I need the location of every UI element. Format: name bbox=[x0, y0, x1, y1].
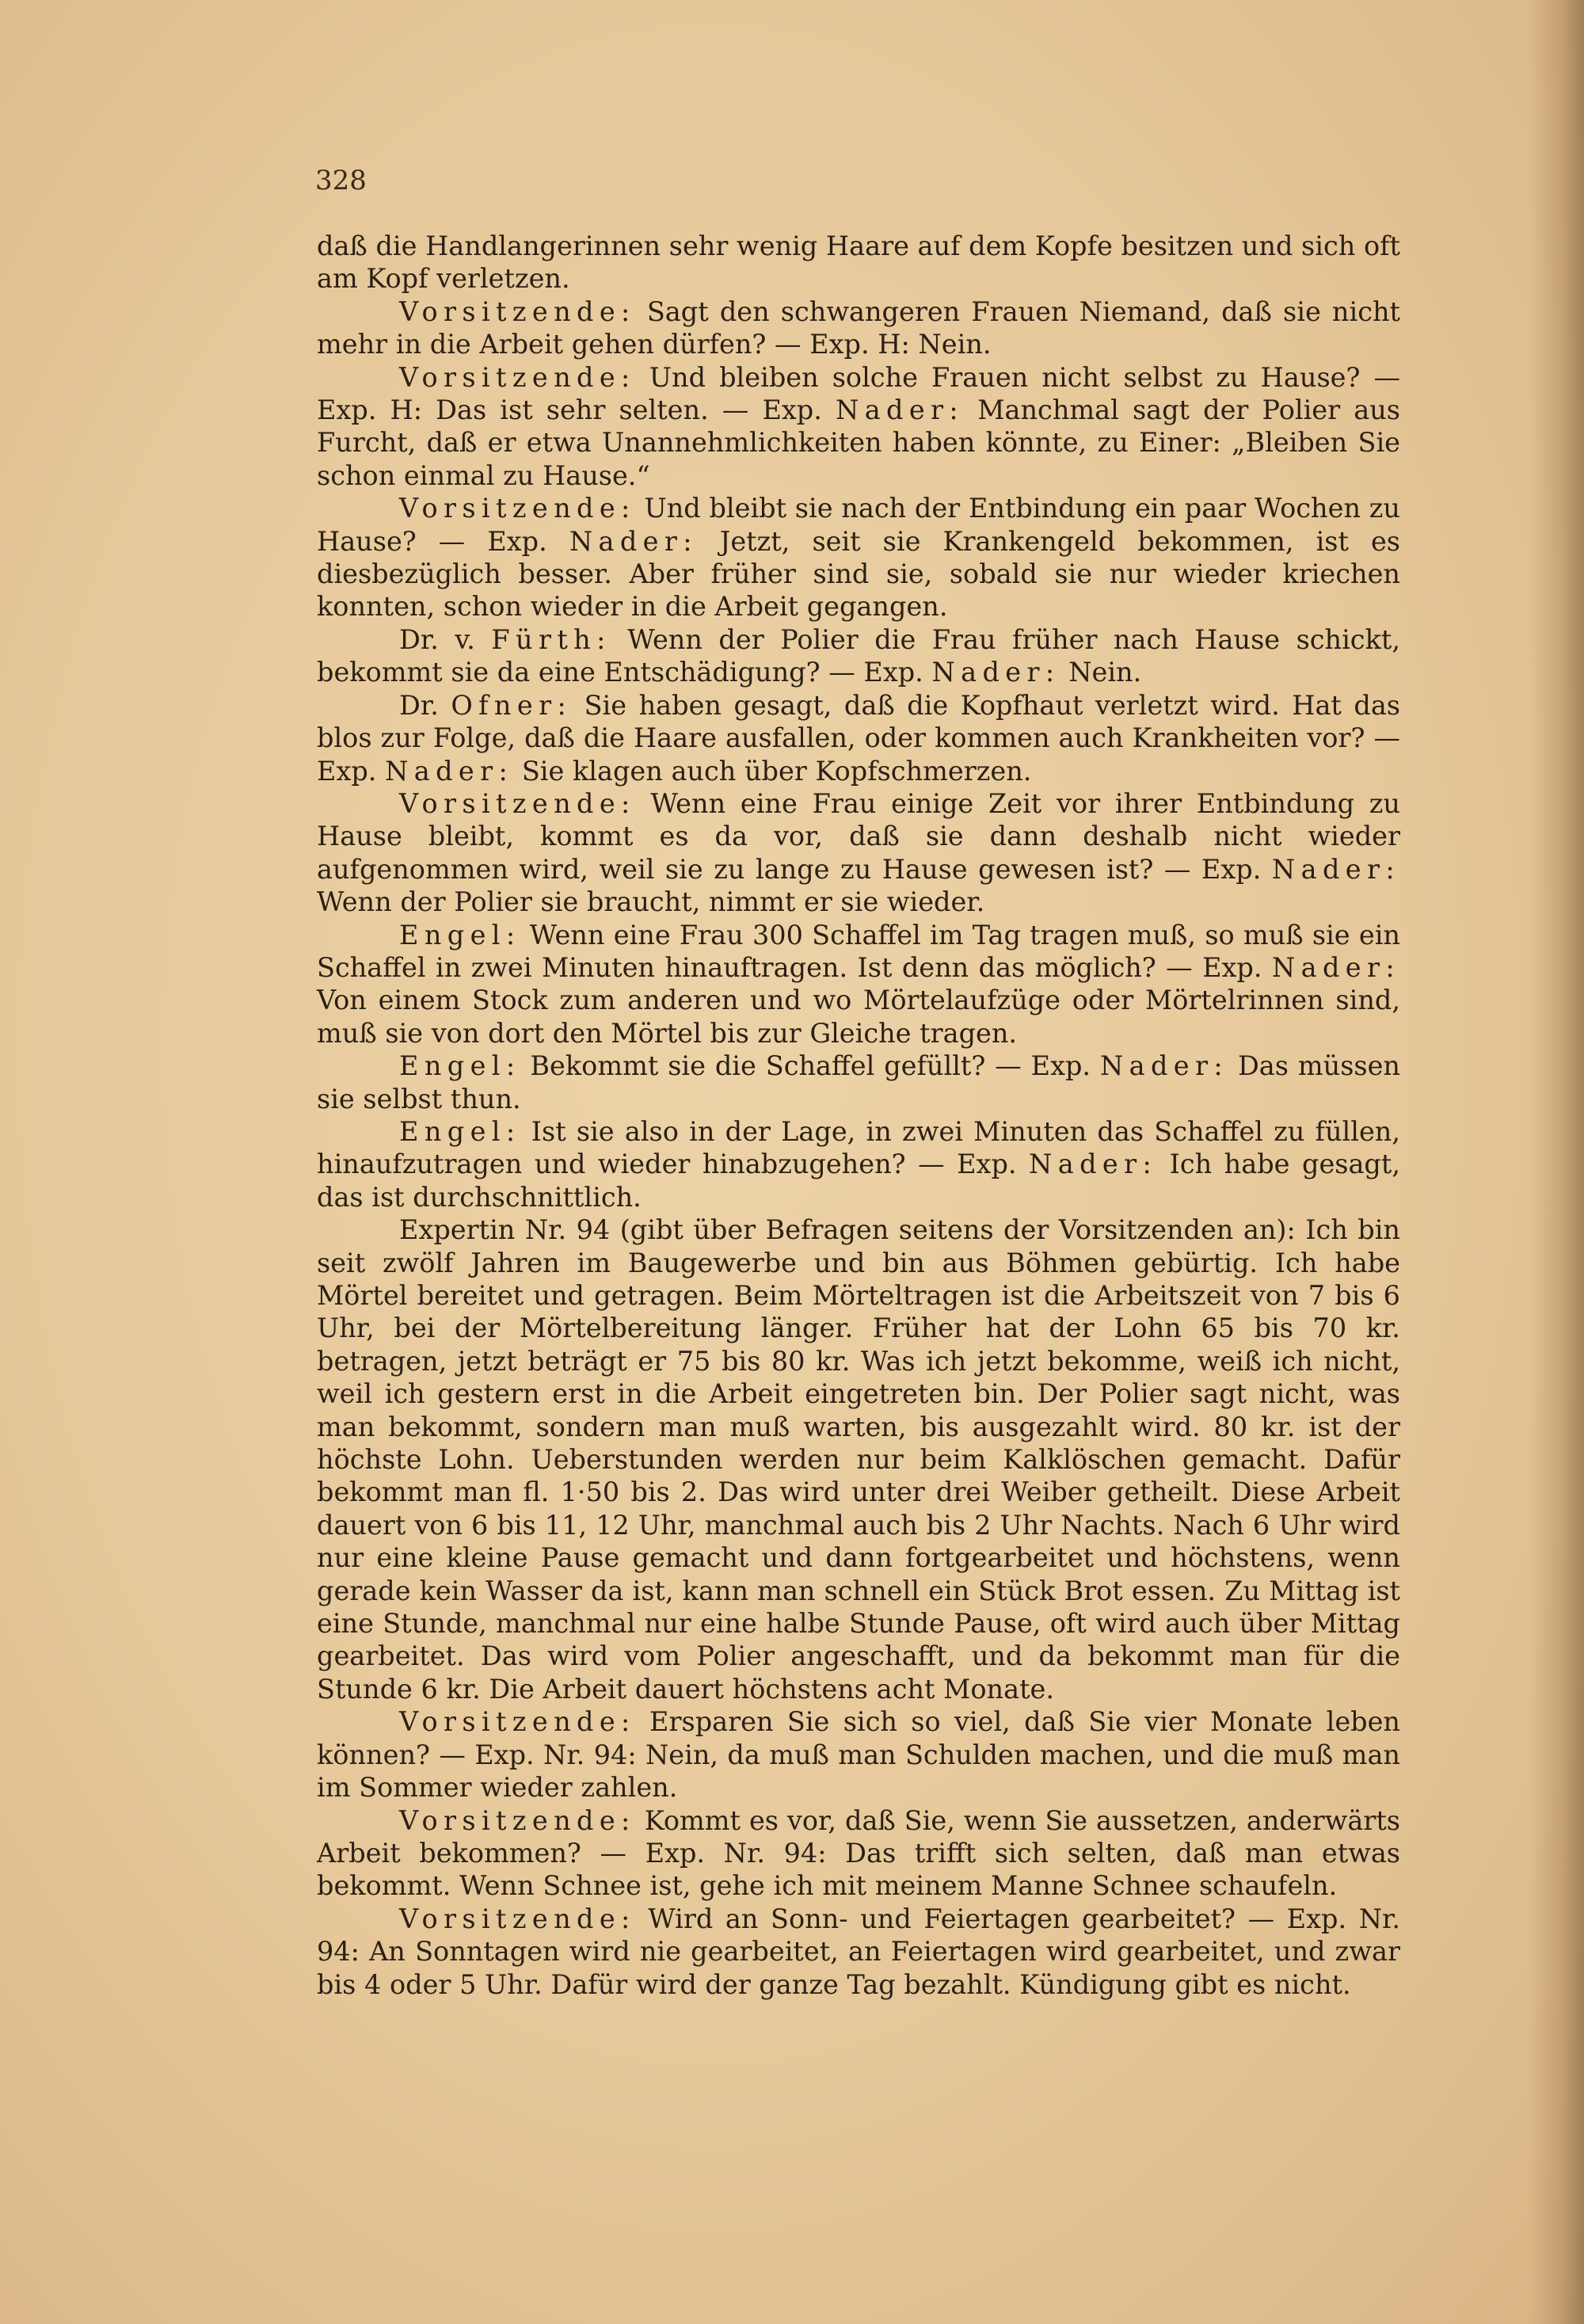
text-run: Jetzt, seit sie Krankengeld bekommen, ist es diesbezüglich besser. Aber früher sind sie, sobald sie nur wieder kriechen konnten, schon wieder in die Arbeit gegangen. bbox=[317, 525, 1400, 623]
speaker-name: Nader: bbox=[1271, 951, 1400, 983]
paragraph bbox=[317, 230, 1400, 295]
paragraph bbox=[317, 1903, 1400, 2001]
paragraph bbox=[317, 295, 1400, 361]
speaker-name: Engel: bbox=[399, 919, 521, 951]
paragraph bbox=[317, 1050, 1400, 1115]
paragraph bbox=[317, 1804, 1400, 1903]
paragraph bbox=[317, 689, 1400, 787]
speaker-name: Nader: bbox=[1271, 853, 1400, 885]
text-run: Ersparen Sie sich so viel, daß Sie vier Monate leben können? — Exp. Nr. 94: Nein, da muß man Schulden machen, und die muß man im Sommer wieder zahlen. bbox=[317, 1706, 1400, 1804]
speaker-name: Vorsitzende: bbox=[399, 1804, 636, 1836]
text-run: Ich habe gesagt, das ist durchschnittlich. bbox=[317, 1149, 1400, 1213]
speaker-name: Vorsitzende: bbox=[399, 1706, 636, 1738]
paragraph bbox=[317, 1115, 1400, 1213]
speaker-name: Vorsitzende: bbox=[399, 493, 636, 524]
text-run: Ist sie also in der Lage, in zwei Minuten das Schaffel zu füllen, hinaufzutragen und wieder hinabzugehen? — Exp. bbox=[317, 1115, 1400, 1180]
text-run: Wenn eine Frau einige Zeit vor ihrer Entbindung zu Hause bleibt, kommt es da vor, daß sie dann deshalb nicht wieder aufgenommen wird, weil sie zu lange zu Hause gewesen ist? — Exp. bbox=[317, 787, 1400, 885]
paragraph bbox=[317, 1705, 1400, 1804]
text-run: Nein. bbox=[1060, 657, 1142, 688]
speaker-name: Vorsitzende: bbox=[399, 295, 636, 327]
text-run: daß die Handlangerinnen sehr wenig Haare auf dem Kopfe besitzen und sich oft am Kopf verletzen. bbox=[317, 230, 1400, 295]
speaker-name: Ofner: bbox=[451, 689, 573, 721]
text-run: Expertin Nr. 94 (gibt über Befragen seitens der Vorsitzenden an): Ich bin seit zwölf Jahren im Baugewerbe und bin aus Böhmen gebürtig. Ich habe Mörtel bereitet und getragen. Beim Mörteltragen ist die Arbeitszeit von 7 bis 6 Uhr, bei der Mörtelbereitung länger. Früher hat der Lohn 65 bis 70 kr. betragen, jetzt beträgt er 75 bis 80 kr. Was ich jetzt bekomme, weiß ich nicht, weil ich gestern erst in die Arbeit eingetreten bin. Der Polier sagt nicht, was man bekommt, sondern man muß warten, bis ausgezahlt wird. 80 kr. ist der höchste Lohn. Ueberstunden werden nur beim Kalklöschen gemacht. Dafür bekommt man fl. 1·50 bis 2. Das wird unter drei Weiber getheilt. Diese Arbeit dauert von 6 bis 11, 12 Uhr, manchmal auch bis 2 Uhr Nachts. Nach 6 Uhr wird nur eine kleine Pause gemacht und dann fortgearbeitet und höchstens, wenn gerade kein Wasser da ist, kann man schnell ein Stück Brot essen. Zu Mittag ist eine Stunde, manchmal nur eine halbe Stunde Pause, oft wird auch über Mittag gearbeitet. Das wird vom Polier angeschafft, und da bekommt man für die Stunde 6 kr. Die Arbeit dauert höchstens acht Monate. bbox=[317, 1214, 1400, 1705]
paragraph bbox=[317, 787, 1400, 919]
paragraph bbox=[317, 361, 1400, 493]
speaker-name: Nader: bbox=[1099, 1050, 1229, 1082]
text-run: Sagt den schwangeren Frauen Niemand, daß sie nicht mehr in die Arbeit gehen dürfen? — Exp. H: Nein. bbox=[317, 295, 1400, 360]
text-run: Kommt es vor, daß Sie, wenn Sie aussetzen, anderwärts Arbeit bekommen? — Exp. Nr. 94: Das trifft sich selten, daß man etwas bekommt. Wenn Schnee ist, gehe ich mit meinem Manne Schnee schaufeln. bbox=[317, 1804, 1400, 1902]
text-run: Wenn der Polier die Frau früher nach Hause schickt, bekommt sie da eine Entschädigung? — Exp. bbox=[317, 623, 1400, 688]
text-run: Bekommt sie die Schaffel gefüllt? — Exp. bbox=[520, 1050, 1100, 1082]
text-run: Sie klagen auch über Kopfschmerzen. bbox=[513, 755, 1032, 787]
paragraph bbox=[317, 492, 1400, 623]
text-run: Und bleiben solche Frauen nicht selbst zu Hause? — Exp. H: Das ist sehr selten. — Exp. bbox=[317, 361, 1400, 426]
speaker-name: Vorsitzende: bbox=[399, 361, 636, 393]
speaker-name: Nader: bbox=[836, 394, 965, 426]
page-number: 328 bbox=[315, 165, 367, 196]
text-run: Dr. v. bbox=[399, 623, 492, 655]
speaker-name: Nader: bbox=[1029, 1149, 1158, 1180]
paragraph bbox=[317, 919, 1400, 1050]
speaker-name: Engel: bbox=[399, 1050, 521, 1082]
speaker-name: Nader: bbox=[569, 525, 698, 557]
speaker-name: Fürth: bbox=[491, 623, 611, 655]
text-run: Sie haben gesagt, daß die Kopfhaut verletzt wird. Hat das blos zur Folge, daß die Haare ausfallen, oder kommen auch Krankheiten vor? — Exp. bbox=[317, 689, 1400, 787]
text-run: Manchmal sagt der Polier aus Furcht, daß er etwa Unannehmlichkeiten haben könnte, zu Einer: „Bleiben Sie schon einmal zu Hause.“ bbox=[317, 394, 1400, 491]
speaker-name: Nader: bbox=[385, 755, 514, 787]
text-run: Von einem Stock zum anderen und wo Mörtelaufzüge oder Mörtelrinnen sind, muß sie von dort den Mörtel bis zur Gleiche tragen. bbox=[317, 985, 1400, 1049]
text-run: Wenn der Polier sie braucht, nimmt er sie wieder. bbox=[317, 886, 985, 918]
speaker-name: Vorsitzende: bbox=[399, 1903, 636, 1934]
text-run: Das müssen sie selbst thun. bbox=[317, 1050, 1400, 1114]
text-run: Wird an Sonn- und Feiertagen gearbeitet? — Exp. Nr. 94: An Sonntagen wird nie gearbeitet, an Feiertagen wird gearbeitet, und zwar bis 4 oder 5 Uhr. Dafür wird der ganze Tag bezahlt. Kündigung gibt es nicht. bbox=[317, 1903, 1400, 2000]
paragraph bbox=[317, 623, 1400, 689]
text-run: Dr. bbox=[399, 689, 451, 721]
text-run: Wenn eine Frau 300 Schaffel im Tag tragen muß, so muß sie ein Schaffel in zwei Minuten hinauftragen. Ist denn das möglich? — Exp. bbox=[317, 919, 1400, 983]
speaker-name: Nader: bbox=[931, 657, 1060, 688]
body-text bbox=[317, 230, 1400, 2001]
paragraph bbox=[317, 1213, 1400, 1705]
speaker-name: Vorsitzende: bbox=[399, 787, 636, 819]
page-fold-shadow bbox=[1529, 0, 1584, 2324]
speaker-name: Engel: bbox=[399, 1115, 521, 1147]
text-run: Und bleibt sie nach der Entbindung ein paar Wochen zu Hause? — Exp. bbox=[317, 493, 1400, 557]
